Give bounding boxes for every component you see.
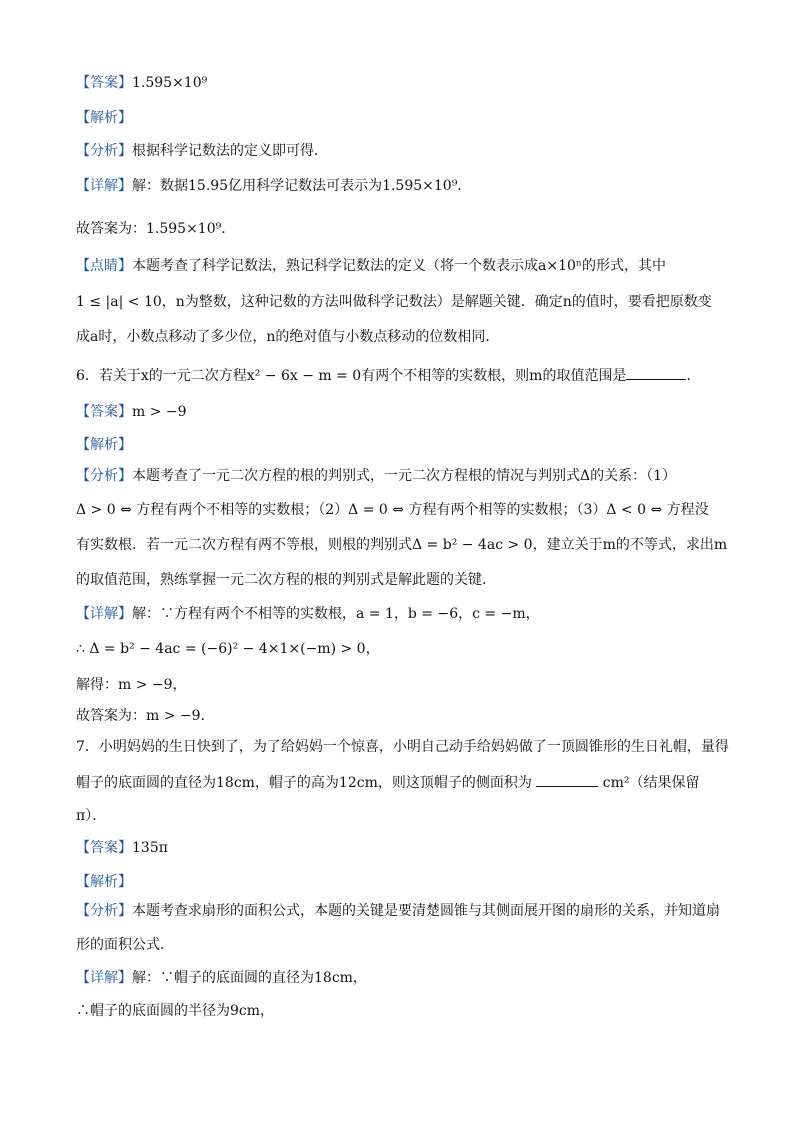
q5-xiangjie: 【详解】解：数据15.95亿用科学记数法可表示为1.595×10⁹． [76,178,472,194]
answer-blank [536,772,598,787]
q7-answer-line: 【答案】135π [76,840,168,856]
q7-fenxi-2: 形的面积公式． [76,937,174,953]
q6-xiangjie-3: 解得：m > −9， [76,677,187,693]
q7-xiangjie-2: ∴帽子的底面圆的半径为9cm， [76,1003,275,1019]
q6-analysis-heading: 【解析】 [76,437,132,453]
q5-dianjing-3: 成a时，小数点移动了多少位，n的绝对值与小数点移动的位数相同． [76,329,500,345]
q5-answer-line [76,73,207,93]
answer-tag: 【答案】 [76,75,132,91]
q6-fenxi-3: 有实数根．若一元二次方程有两不等根，则根的判别式Δ = b² − 4ac > 0，建立关于m的不等式，求出m [76,537,728,553]
q7-xiangjie-1: 【详解】解：∵帽子的底面圆的直径为18cm， [76,970,367,986]
q6-fenxi-1: 【分析】本题考查了一元二次方程的根的判别式，一元二次方程根的情况与判别式Δ的关系：（1） [76,468,677,484]
q6-answer-line: 【答案】m > −9 [76,404,187,420]
q5-dianjing-1: 【点睛】本题考查了科学记数法，熟记科学记数法的定义（将一个数表示成a×10ⁿ的形式，其中 [76,258,666,274]
q7-stem-3: π）． [76,808,107,824]
answer-value: 1.595×10⁹ [132,75,208,91]
q5-final: 故答案为：1.595×10⁹． [76,221,236,237]
q6-xiangjie-2: ∴ Δ = b² − 4ac = (−6)² − 4×1×(−m) > 0， [76,641,380,657]
answer-blank [626,365,686,380]
q7-fenxi-1: 【分析】本题考查求扇形的面积公式，本题的关键是要清楚圆锥与其侧面展开图的扇形的关系，并知道扇 [76,903,720,919]
q5-analysis-heading: 【解析】 [76,110,132,126]
q6-xiangjie-1: 【详解】解：∵方程有两个不相等的实数根，a = 1，b = −6，c = −m， [76,606,540,622]
q7-analysis-heading: 【解析】 [76,874,132,890]
q5-dianjing-2: 1 ≤ |a| < 10，n为整数，这种记数的方法叫做科学记数法）是解题关键．确定n的值时，要看把原数变 [76,294,712,310]
q6-fenxi-2: Δ > 0 ⇔ 方程有两个不相等的实数根；（2）Δ = 0 ⇔ 方程有两个相等的实数根；（3）Δ < 0 ⇔ 方程没 [76,502,709,518]
q5-fenxi: 【分析】根据科学记数法的定义即可得． [76,143,328,159]
q6-stem: 6．若关于x的一元二次方程x² − 6x − m = 0有两个不相等的实数根，则m的取值范围是 ． [76,365,700,386]
q6-final: 故答案为：m > −9． [76,708,215,724]
q7-stem-1: 7．小明妈妈的生日快到了，为了给妈妈一个惊喜，小明自己动手给妈妈做了一顶圆锥形的生日礼帽，量得 [76,739,729,755]
q6-fenxi-4: 的取值范围，熟练掌握一元二次方程的根的判别式是解此题的关键． [76,572,496,588]
q7-stem-2: 帽子的底面圆的直径为18cm，帽子的高为12cm，则这顶帽子的侧面积为 cm²（结果保留 [76,772,700,793]
